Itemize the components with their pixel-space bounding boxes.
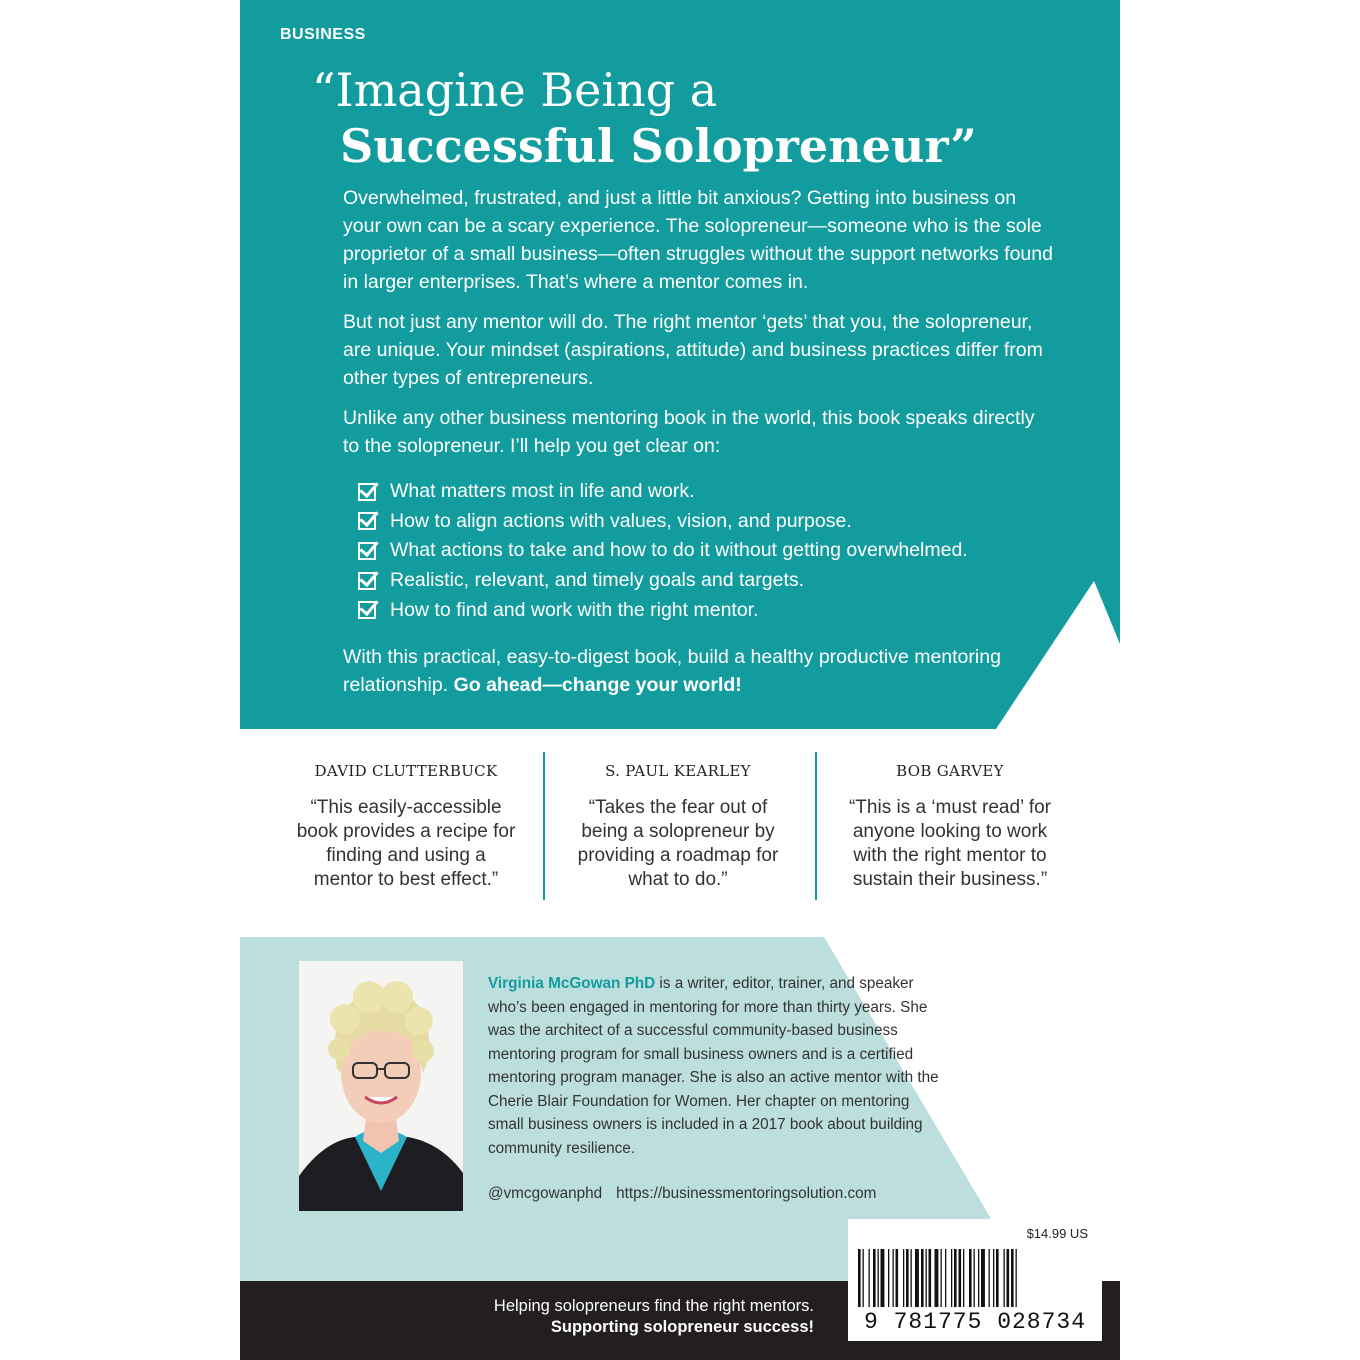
barcode-bar: [969, 1249, 972, 1307]
barcode-bar: [951, 1249, 952, 1307]
author-photo: [299, 961, 463, 1211]
checklist-item: [358, 595, 968, 625]
barcode-bar: [993, 1249, 994, 1307]
barcode-bar: [915, 1249, 919, 1307]
barcode-bar: [903, 1249, 904, 1307]
barcode-bar: [911, 1249, 912, 1307]
checklist-item-text: How to align actions with values, vision, and purpose.: [390, 509, 852, 532]
checklist-item-text: How to find and work with the right mentor.: [390, 598, 759, 621]
barcode-bar: [881, 1249, 885, 1307]
testimonial-author: S. PAUL KEARLEY: [605, 762, 751, 780]
headline-line-1: “Imagine Being a: [312, 63, 718, 117]
checklist-item-text: What matters most in life and work.: [390, 480, 695, 503]
barcode-panel: [848, 1219, 1102, 1341]
barcode-bar: [989, 1249, 990, 1307]
checklist-item-text: What actions to take and how to do it without getting overwhelmed.: [390, 539, 968, 562]
book-paragraph: Unlike any other business mentoring book in the world, this book speaks directly to the solopreneur. I’ll help you get clear on:: [343, 407, 1035, 457]
barcode-bar: [863, 1249, 864, 1307]
barcode-bar: [926, 1249, 927, 1307]
benefits-checklist: [358, 477, 968, 625]
checklist-item: [358, 536, 968, 566]
checklist-item: [358, 507, 968, 537]
barcode-bar: [974, 1249, 975, 1307]
testimonial: [542, 762, 814, 892]
barcode-bar: [1004, 1249, 1005, 1307]
closing-text: With this practical, easy-to-digest book, build a healthy productive mentoring relationship.: [343, 646, 1001, 696]
barcode-bar: [858, 1249, 861, 1307]
checkbox-icon: [358, 601, 376, 619]
barcode-bar: [878, 1249, 879, 1307]
barcode-bar: [981, 1249, 985, 1307]
price-label: $14.99 US: [1026, 1226, 1088, 1241]
headline-line-2: Successful Solopreneur”: [340, 119, 977, 173]
testimonial: [814, 762, 1086, 892]
author-bio: [488, 972, 948, 1160]
author-social-handle[interactable]: @vmcgowanphd: [488, 1185, 603, 1202]
author-website-link[interactable]: https://businessmentoringsolution.com: [616, 1185, 877, 1202]
headline: [312, 62, 977, 174]
author-portrait-illustration: [299, 961, 463, 1211]
checklist-item-text: Realistic, relevant, and timely goals and targets.: [390, 569, 805, 592]
closing-paragraph: [343, 643, 1053, 699]
testimonial-quote: “Takes the fear out of being a solopreneur by providing a roadmap for what to do.”: [577, 797, 779, 890]
barcode-bar: [963, 1249, 964, 1307]
checkbox-icon: [358, 483, 376, 501]
barcode-bar: [978, 1249, 979, 1307]
testimonial: [270, 762, 542, 892]
barcode-bar: [873, 1249, 876, 1307]
barcode-bar: [941, 1249, 942, 1307]
author-links: [488, 1185, 876, 1203]
checkbox-icon: [358, 572, 376, 590]
barcode-bar: [906, 1249, 909, 1307]
barcode-bar: [935, 1249, 939, 1307]
checklist-item: [358, 566, 968, 596]
barcode-bar: [954, 1249, 957, 1307]
checkbox-icon: [358, 542, 376, 560]
book-back-cover: [240, 0, 1120, 1360]
barcode-bar: [896, 1249, 899, 1307]
author-name: Virginia McGowan PhD: [488, 975, 656, 992]
barcode-bar: [996, 1249, 999, 1307]
testimonial-author: DAVID CLUTTERBUCK: [314, 762, 498, 780]
barcode-bar: [1011, 1249, 1014, 1307]
barcode-bar: [869, 1249, 870, 1307]
barcode-bar: [1016, 1249, 1017, 1307]
author-bio-text: is a writer, editor, trainer, and speaker who’s been engaged in mentoring for more than thirty years. She was the architect of a successful community-based business mentoring program for small business owners and is a certified mentoring program manager. She is also an active mentor with the Cherie Blair Foundation for Women. Her chapter on mentoring small business owners is included in a 2017 book about building community resilience.: [488, 975, 939, 1157]
barcode-bar: [888, 1249, 889, 1307]
testimonial-quote: “This is a ‘must read’ for anyone looking to work with the right mentor to sustain their business.”: [848, 797, 1051, 890]
barcode-bar: [921, 1249, 924, 1307]
footer-slogan: Supporting solopreneur success!: [550, 1318, 814, 1336]
testimonial-author: BOB GARVEY: [896, 762, 1004, 780]
intro-paragraph: Overwhelmed, frustrated, and just a little bit anxious? Getting into business on your own can be a scary experience. The solopreneur—someone who is the sole proprietor of a small business—often struggles without the support networks found in larger enterprises. That’s where a mentor comes in.: [343, 187, 1053, 293]
barcode-bar: [945, 1249, 946, 1307]
barcode-bar: [893, 1249, 894, 1307]
barcode-bar: [1007, 1249, 1010, 1307]
isbn-number: 9 781775 028734: [863, 1309, 1087, 1335]
mentor-paragraph: But not just any mentor will do. The right mentor ‘gets’ that you, the solopreneur, are unique. Your mindset (aspirations, attitude) and business practices differ from other types of entrepreneurs.: [343, 311, 1043, 389]
testimonial-quote: “This easily-accessible book provides a recipe for finding and using a mentor to best effect.”: [296, 797, 516, 890]
category-label: BUSINESS: [280, 26, 366, 43]
barcode-bar: [929, 1249, 932, 1307]
checklist-item: [358, 477, 968, 507]
barcode-icon: [856, 1249, 1094, 1307]
barcode-bar: [959, 1249, 962, 1307]
footer-tagline: Helping solopreneurs find the right mentors.: [493, 1297, 814, 1315]
closing-call-to-action: Go ahead—change your world!: [453, 674, 742, 696]
checkbox-icon: [358, 512, 376, 530]
